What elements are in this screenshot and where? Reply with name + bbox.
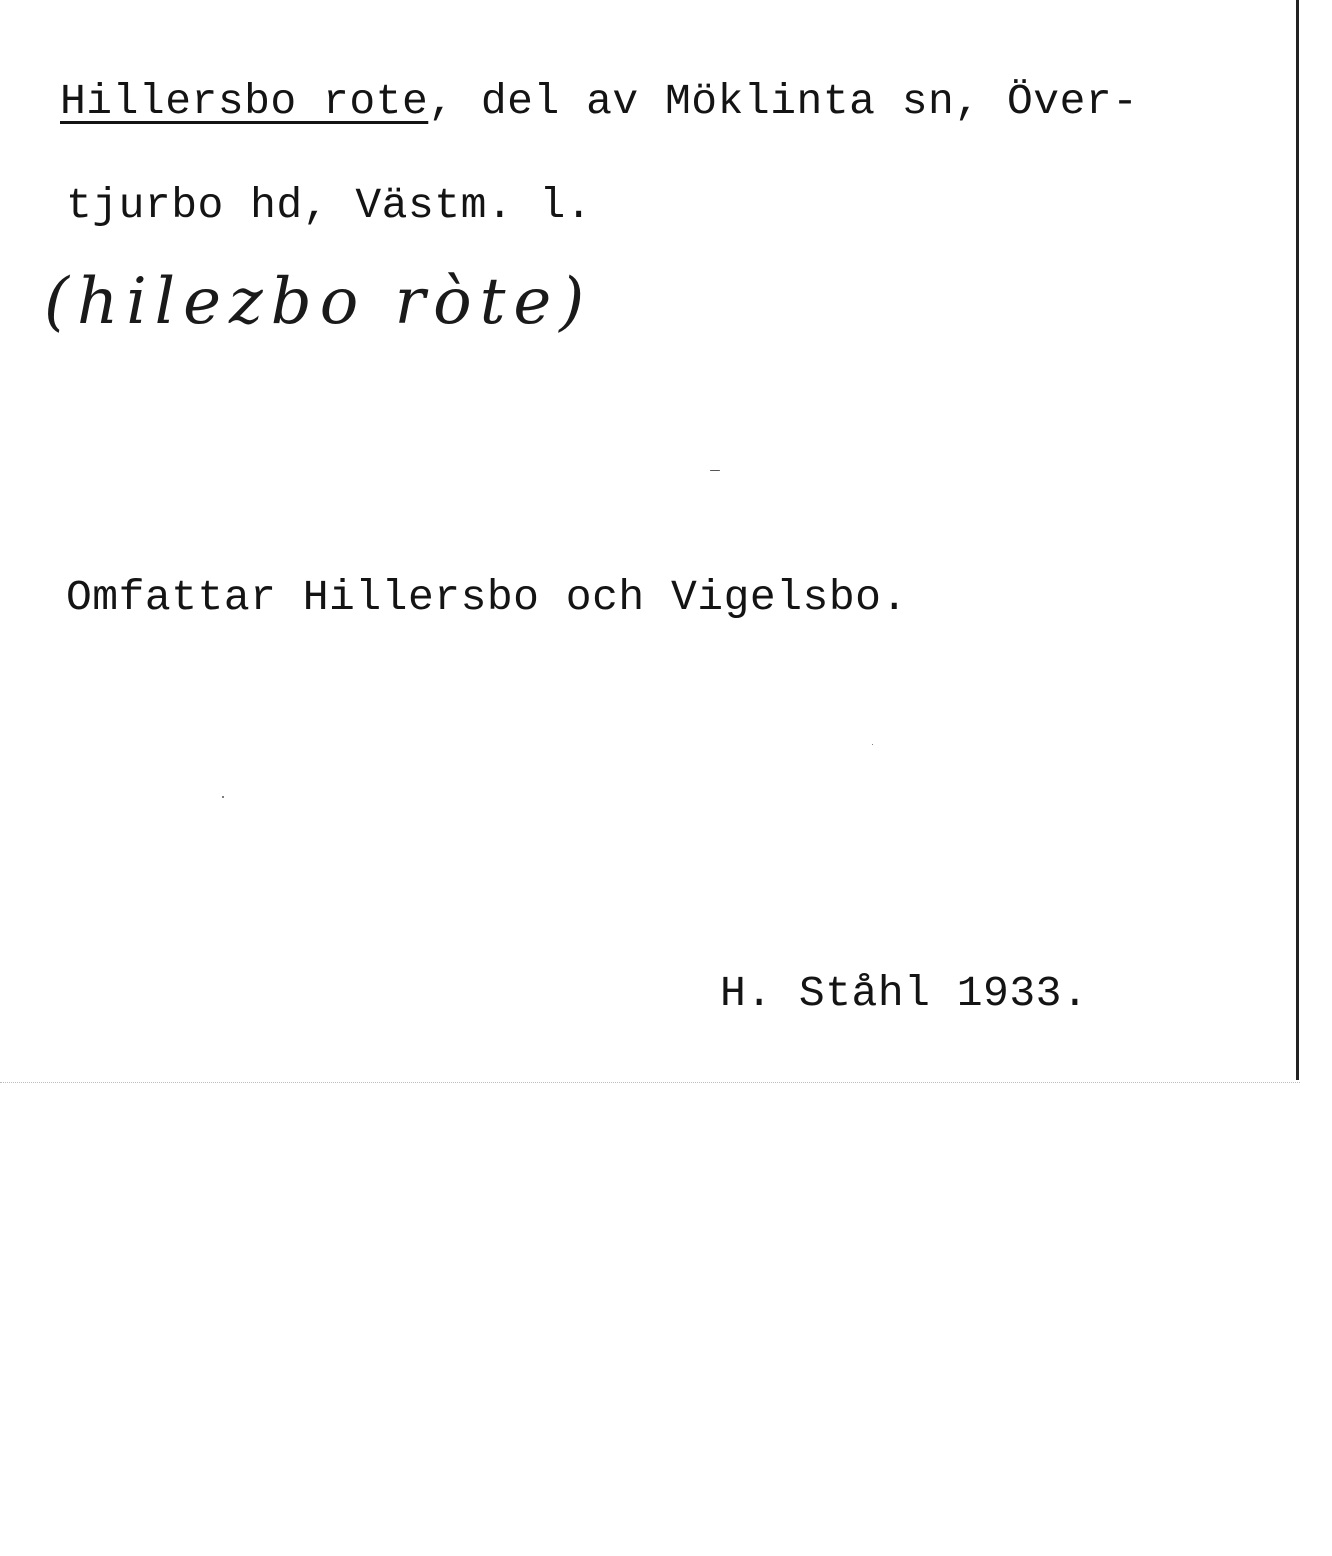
- card-right-edge: [1296, 0, 1299, 1080]
- paper-speck: [710, 470, 720, 471]
- entry-heading-line: [60, 77, 1139, 126]
- entry-headword: Hillersbo rote: [60, 77, 429, 126]
- entry-heading-rest: , del av Möklinta sn, Över-: [428, 77, 1139, 126]
- entry-description: Omfattar Hillersbo och Vigelsbo.: [66, 573, 908, 622]
- handwritten-pronunciation: (hilezbo ròte): [44, 265, 593, 339]
- entry-signature: H. Ståhl 1933.: [720, 969, 1089, 1018]
- card-bottom-edge: [0, 1082, 1300, 1083]
- paper-speck: [872, 744, 873, 745]
- paper-speck: [222, 796, 224, 798]
- entry-location-line: tjurbo hd, Västm. l.: [66, 181, 593, 230]
